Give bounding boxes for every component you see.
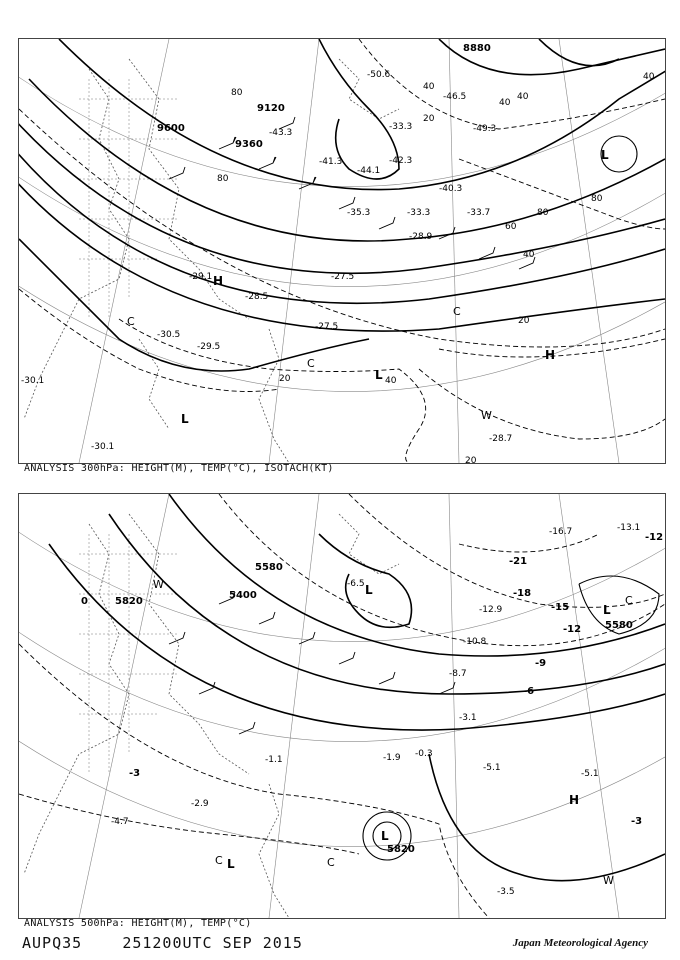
system-low: L	[365, 583, 373, 597]
temp-value: -1.1	[265, 755, 283, 765]
height-label: 5580	[255, 562, 283, 573]
lat-lon-grid	[19, 494, 665, 918]
temp-value: -46.5	[443, 92, 467, 102]
system-cold: C	[327, 856, 335, 869]
height-label: 5820	[115, 596, 143, 607]
temp-value: -2.9	[191, 799, 209, 809]
height-label: 5580	[605, 620, 633, 631]
temp-value: -40.3	[439, 184, 463, 194]
caption-300hpa: ANALYSIS 300hPa: HEIGHT(M), TEMP(°C), ISOTACH(KT)	[24, 463, 334, 474]
temp-value: -43.3	[269, 128, 293, 138]
isotach-label: 40	[523, 250, 535, 260]
analysis-datetime: 251200UTC SEP 2015	[122, 934, 303, 952]
map-300hpa	[19, 39, 665, 463]
temp-value: -16.7	[549, 527, 573, 537]
temp-value: -28.9	[409, 232, 433, 242]
isotach-label: 60	[505, 222, 517, 232]
height-label: 9120	[257, 103, 285, 114]
isotherm-label: -3	[129, 768, 141, 779]
temp-value: -3.1	[459, 713, 477, 723]
temp-value: -50.6	[367, 70, 391, 80]
system-high: H	[569, 793, 580, 807]
height-contours	[49, 494, 665, 881]
temp-value: -33.3	[389, 122, 413, 132]
isotach-label: 20	[279, 374, 291, 384]
isotherm-label: 0	[81, 596, 88, 607]
temp-value: -0.3	[415, 749, 433, 759]
isotherm-label: -18	[513, 588, 532, 599]
temp-value: -10.8	[463, 637, 487, 647]
isotherm-label: -6	[523, 686, 535, 697]
isotach-label: 80	[217, 174, 229, 184]
system-cold: C	[307, 357, 315, 370]
lat-lon-grid	[19, 39, 665, 463]
isotherm-label: -12	[645, 532, 664, 543]
temp-value: -13.1	[617, 523, 641, 533]
height-label: 9360	[235, 139, 263, 150]
isotherm-label: -3	[631, 816, 643, 827]
wind-barbs	[169, 117, 535, 269]
system-low: L	[227, 857, 235, 871]
temp-value: -29.1	[189, 272, 213, 282]
system-cold: C	[215, 854, 223, 867]
temp-value: -49.3	[473, 124, 497, 134]
system-high: H	[213, 274, 224, 288]
product-code: AUPQ35	[22, 934, 83, 952]
coastlines	[24, 59, 399, 463]
isotherm-label: -21	[509, 556, 528, 567]
hatch-region	[79, 79, 179, 319]
temp-value: -30.5	[157, 330, 181, 340]
hatch-region	[79, 534, 179, 774]
isotherm-label: -9	[535, 658, 547, 669]
system-warm: W	[153, 578, 164, 591]
isotach-label: 20	[518, 316, 530, 326]
isotach-label: 20	[465, 456, 477, 463]
system-cold: C	[127, 315, 135, 328]
temp-values-500	[111, 523, 643, 897]
temp-values-300	[21, 70, 512, 452]
isotach-label: 20	[423, 114, 435, 124]
product-footer	[22, 934, 303, 952]
isotach-label: 40	[517, 92, 529, 102]
temp-value: -42.3	[389, 156, 413, 166]
temp-value: -27.5	[315, 322, 339, 332]
isotach-label: 80	[591, 194, 603, 204]
isotach-label: 40	[643, 72, 655, 82]
system-warm: W	[603, 874, 614, 887]
height-contours	[19, 39, 665, 371]
isotach-label: 40	[423, 82, 435, 92]
isotach-label: 40	[499, 98, 511, 108]
temp-value: -28.7	[489, 434, 513, 444]
height-label: 5820	[387, 844, 415, 855]
system-low: L	[375, 368, 383, 382]
height-label: 9600	[157, 123, 185, 134]
system-cold: C	[625, 594, 633, 607]
system-low: L	[181, 412, 189, 426]
temp-value: -4.7	[111, 817, 129, 827]
height-labels-300	[157, 43, 491, 150]
isotherm-label: -12	[563, 624, 582, 635]
chart-300hpa	[18, 38, 666, 464]
height-label: 8880	[463, 43, 491, 54]
isotach-label: 40	[385, 376, 397, 386]
system-warm: W	[481, 409, 492, 422]
agency-name: Japan Meteorological Agency	[512, 937, 648, 949]
map-500hpa	[19, 494, 665, 918]
temp-value: -28.5	[245, 292, 269, 302]
temp-value: -33.7	[467, 208, 491, 218]
system-low: L	[603, 603, 611, 617]
isotherm-label: -15	[551, 602, 570, 613]
coastlines	[24, 514, 399, 918]
temp-value: -30.1	[21, 376, 45, 386]
temp-value: -12.9	[479, 605, 503, 615]
temp-value: -35.3	[347, 208, 371, 218]
pressure-systems-500	[153, 578, 633, 887]
temp-value: -41.3	[319, 157, 343, 167]
temp-value: -27.5	[331, 272, 355, 282]
temp-value: -30.1	[91, 442, 115, 452]
system-high: H	[545, 348, 556, 362]
isotach-label: 80	[537, 208, 549, 218]
temp-value: -3.5	[497, 887, 515, 897]
temp-value: -29.5	[197, 342, 221, 352]
height-label: 5400	[229, 590, 257, 601]
temp-labels-500	[81, 532, 663, 827]
temp-value: -44.1	[357, 166, 381, 176]
system-low: L	[601, 148, 609, 162]
temp-value: -6.5	[347, 579, 365, 589]
isotach-label: 80	[231, 88, 243, 98]
temp-value: -8.7	[449, 669, 467, 679]
temp-value: -1.9	[383, 753, 401, 763]
chart-500hpa	[18, 493, 666, 919]
caption-500hpa: ANALYSIS 500hPa: HEIGHT(M), TEMP(°C)	[24, 918, 252, 929]
temp-value: -5.1	[581, 769, 599, 779]
system-cold: C	[453, 305, 461, 318]
temp-value: -5.1	[483, 763, 501, 773]
temp-value: -33.3	[407, 208, 431, 218]
system-low: L	[381, 829, 389, 843]
